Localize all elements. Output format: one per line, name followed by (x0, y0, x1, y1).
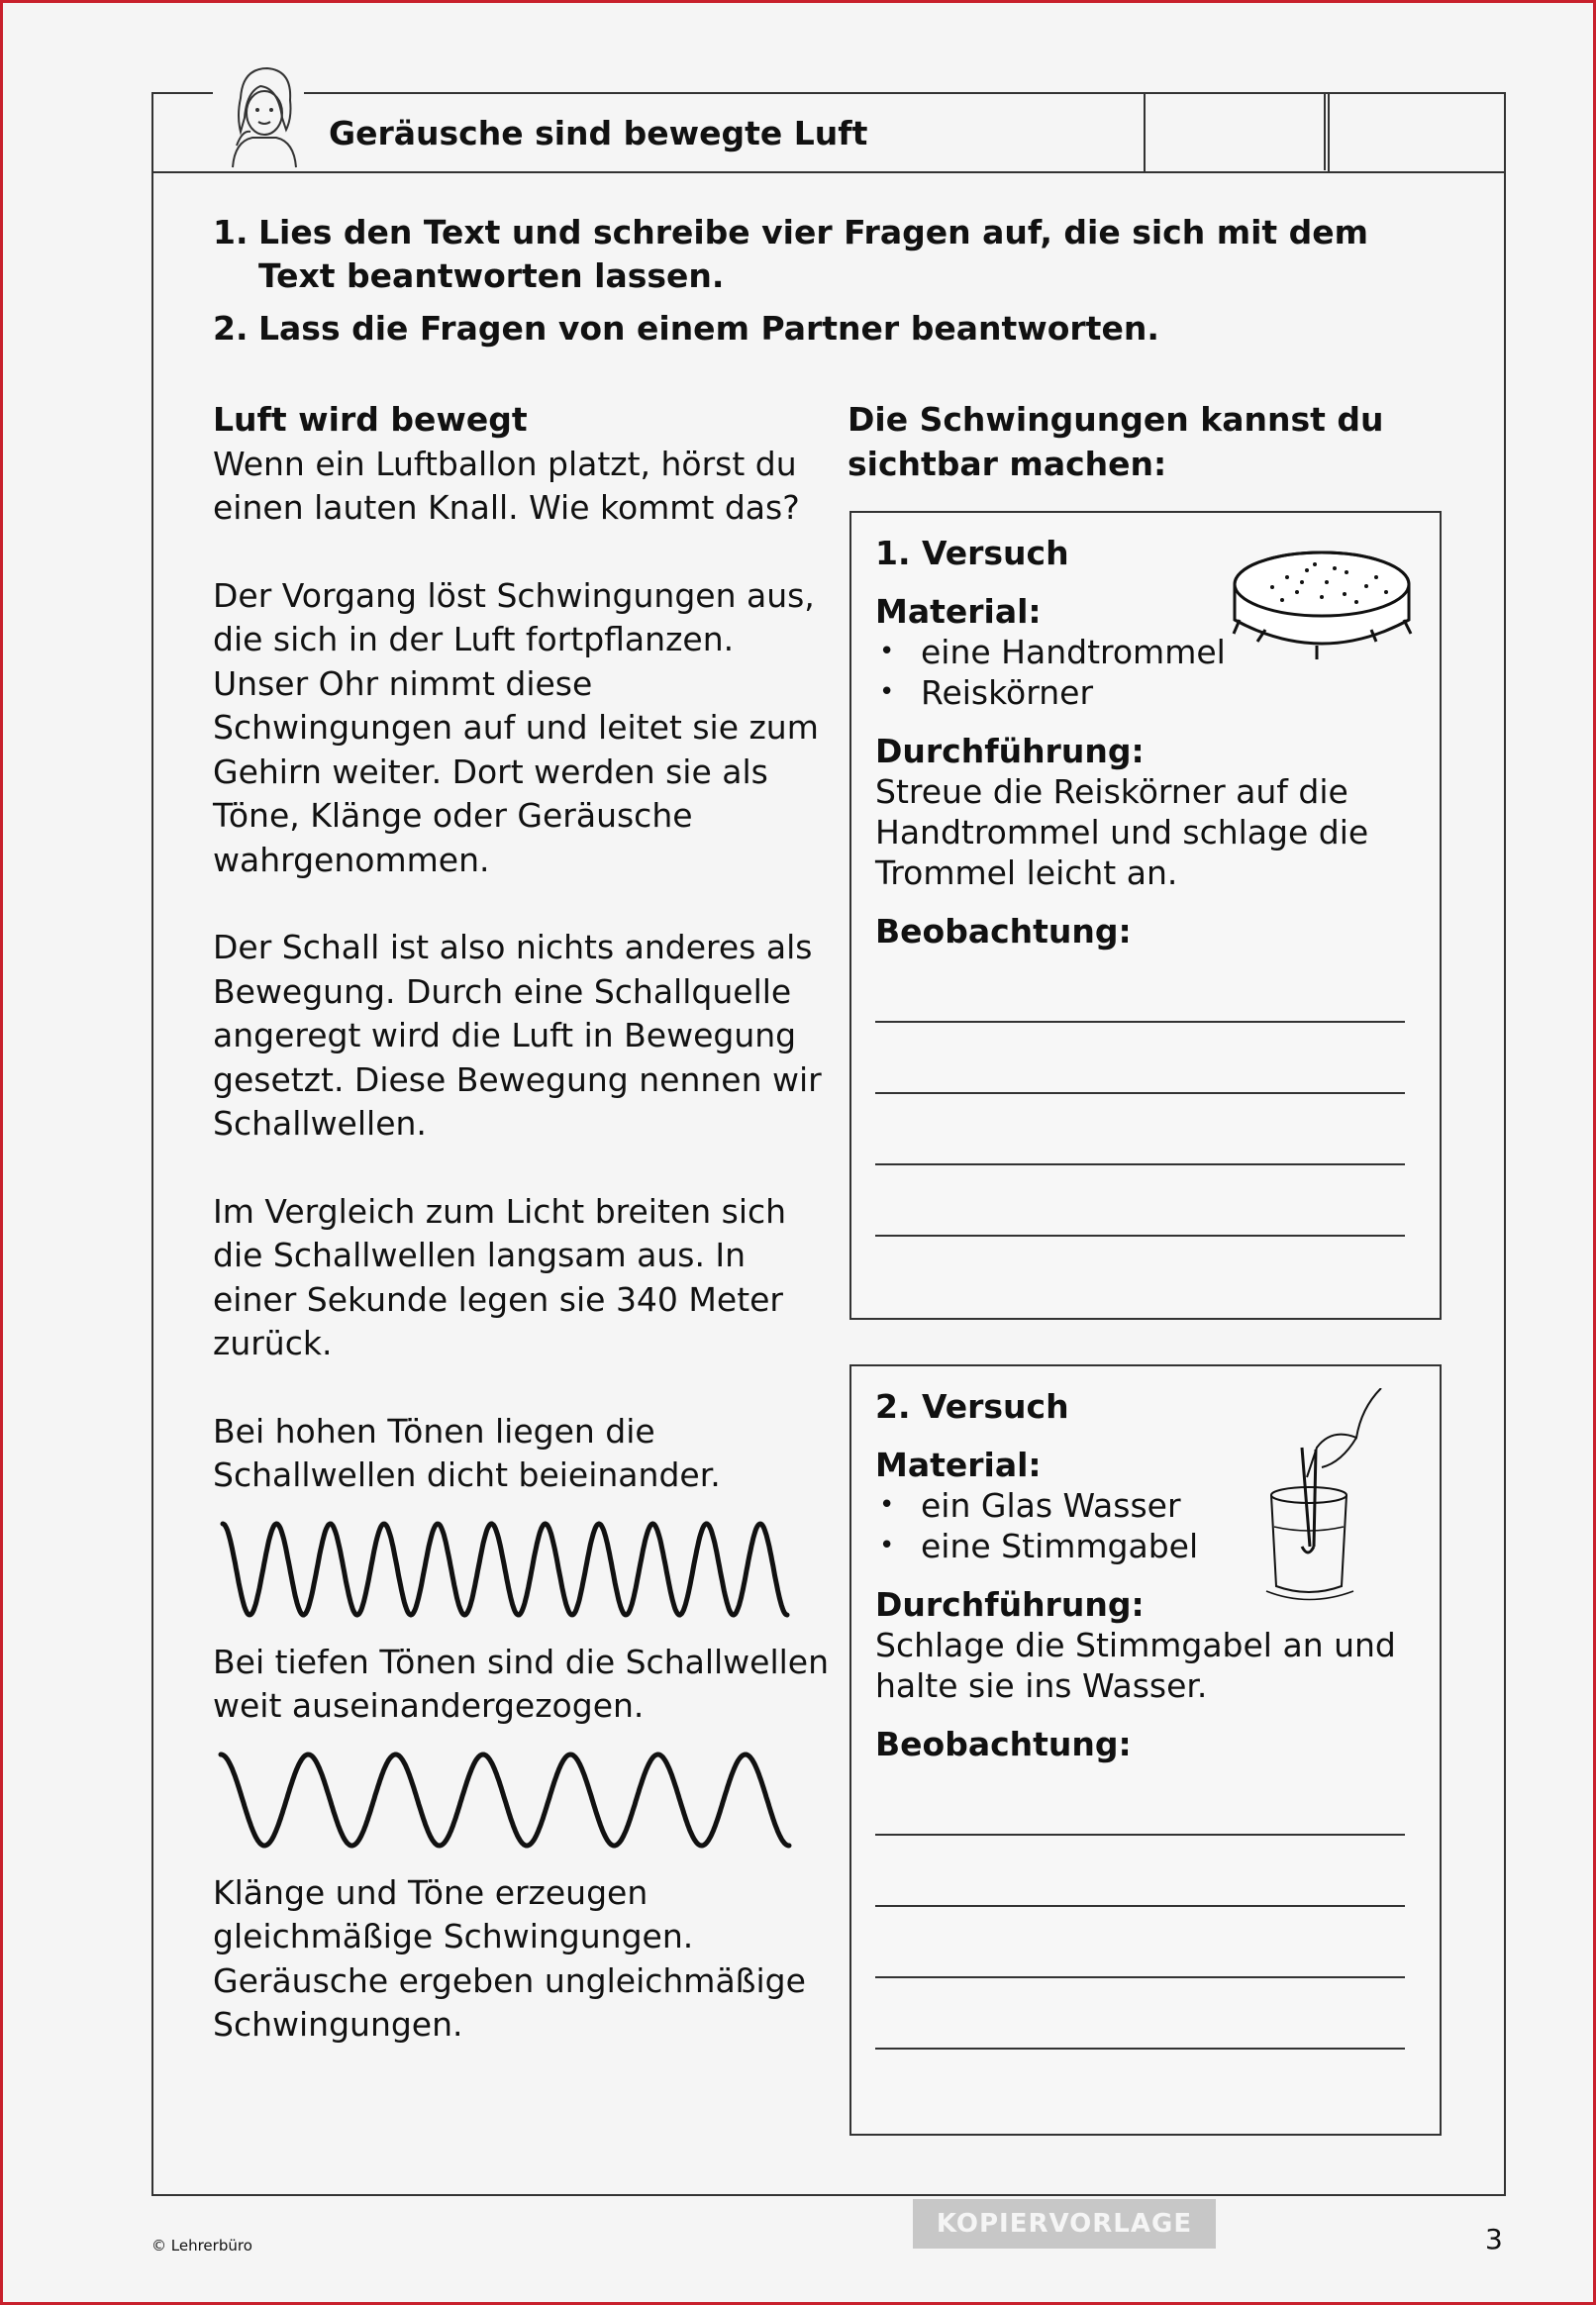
header-empty-cells (1144, 94, 1330, 171)
hand-drum-icon (1228, 543, 1416, 671)
instruction-number: 2. (213, 309, 249, 348)
material-label: Material: (875, 1446, 1042, 1484)
experiment-1-box (849, 511, 1442, 1320)
writing-line (875, 1165, 1405, 1237)
experiment-title: 1. Versuch (875, 534, 1069, 572)
writing-line (875, 1094, 1405, 1165)
page-number: 3 (1485, 2223, 1503, 2255)
section-heading: Luft wird bewegt (213, 400, 528, 439)
material-label: Material: (875, 592, 1042, 631)
experiment-2-box (849, 1364, 1442, 2136)
low-frequency-wave (213, 1747, 807, 1857)
material-item: • ein Glas Wasser (875, 1485, 1410, 1526)
writing-line (875, 1786, 1405, 1836)
writing-line (875, 1978, 1405, 2050)
material-item: • eine Handtrommel (875, 632, 1410, 672)
paragraph: Klänge und Töne erzeugen gleichmäßige Schwingungen. Geräusche ergeben ungleichmäßige Schwingungen. (213, 1872, 806, 2044)
girl-icon (213, 58, 304, 169)
instruction-number: 1. (213, 213, 249, 251)
material-item: • eine Stimmgabel (875, 1526, 1410, 1566)
observation-label: Beobachtung: (875, 1725, 1132, 1763)
writing-line (875, 1836, 1405, 1907)
writing-line (875, 1023, 1405, 1094)
left-column (213, 398, 837, 2048)
instruction-text: Lass die Fragen von einem Partner beantworten. (258, 309, 1159, 348)
writing-line (875, 973, 1405, 1023)
procedure-text: Streue die Reiskörner auf die Handtrommel und schlage die Trommel leicht an. (875, 772, 1369, 892)
procedure-label: Durchführung: (875, 1585, 1145, 1624)
copyright: © Lehrerbüro (151, 2237, 252, 2255)
paragraph: Der Schall ist also nichts anderes als Bewegung. Durch eine Schallquelle angeregt wird die Luft in Bewegung gesetzt. Diese Bewegung nennen wir Schallwellen. (213, 928, 822, 1143)
experiment-title: 2. Versuch (875, 1387, 1069, 1426)
header-divider (153, 171, 1504, 173)
header-cell-divider (1324, 92, 1326, 170)
paragraph: Bei hohen Tönen liegen die Schallwellen dicht beieinander. (213, 1411, 721, 1494)
procedure-text: Schlage die Stimmgabel an und halte sie ins Wasser. (875, 1626, 1396, 1705)
copy-template-badge: KOPIERVORLAGE (913, 2199, 1216, 2249)
right-heading: Die Schwingungen kannst du sichtbar machen: (848, 400, 1384, 483)
procedure-label: Durchführung: (875, 732, 1145, 770)
writing-line (875, 1907, 1405, 1978)
high-frequency-wave (213, 1516, 807, 1627)
tuning-fork-glass-icon (1262, 1388, 1396, 1616)
material-item: • Reiskörner (875, 672, 1410, 713)
paragraph: Im Vergleich zum Licht breiten sich die Schallwellen langsam aus. In einer Sekunde legen sie 340 Meter zurück. (213, 1191, 787, 1362)
instruction-text: Lies den Text und schreibe vier Fragen auf, die sich mit dem Text beantworten lassen. (258, 213, 1369, 295)
paragraph: Bei tiefen Tönen sind die Schallwellen weit auseinandergezogen. (213, 1642, 830, 1725)
observation-label: Beobachtung: (875, 912, 1132, 951)
paragraph: Wenn ein Luftballon platzt, hörst du einen lauten Knall. Wie kommt das? (213, 444, 800, 527)
paragraph: Der Vorgang löst Schwingungen aus, die sich in der Luft fortpflanzen. Unser Ohr nimmt diese Schwingungen auf und leitet sie zum Gehirn weiter. Dort werden sie als Töne, Klänge oder Geräusche wahrgenommen. (213, 575, 819, 879)
page-title: Geräusche sind bewegte Luft (329, 114, 868, 152)
